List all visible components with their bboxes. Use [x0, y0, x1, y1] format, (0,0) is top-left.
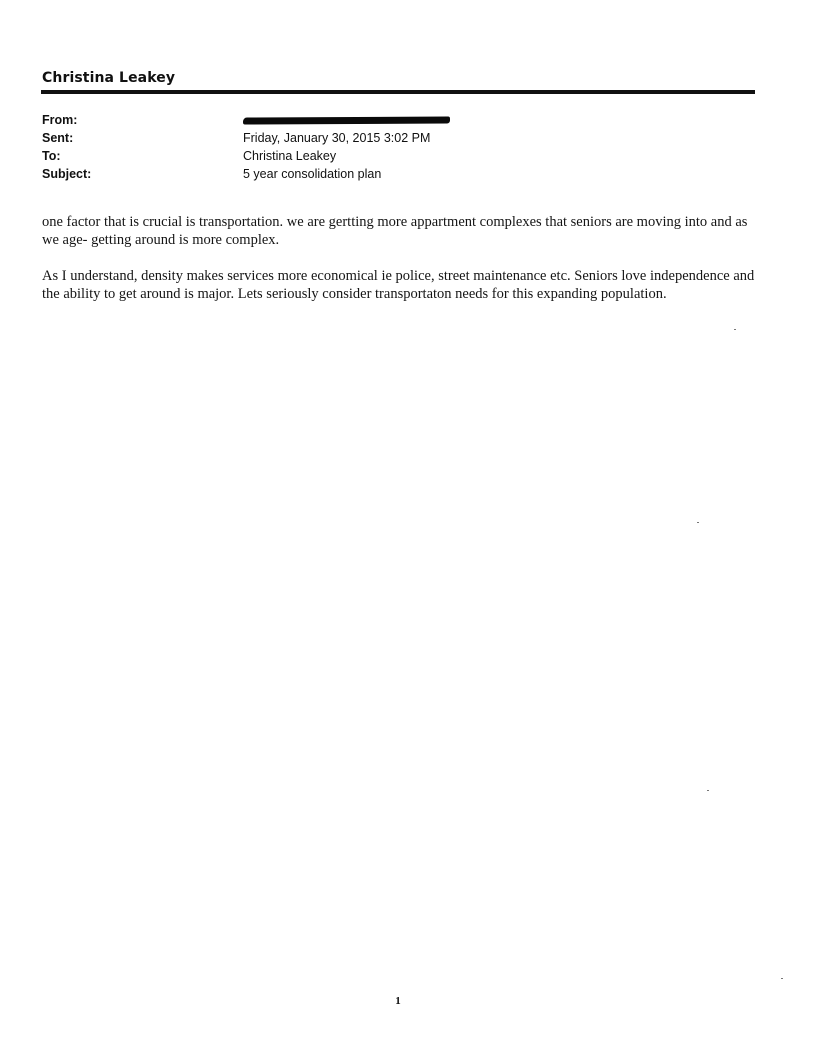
sent-label: Sent: [42, 131, 74, 145]
email-body [42, 213, 762, 321]
sent-value: Friday, January 30, 2015 3:02 PM [243, 131, 431, 145]
sent-row [42, 129, 742, 147]
subject-value: 5 year consolidation plan [243, 167, 382, 181]
body-paragraph: one factor that is crucial is transportation. we are gertting more appartment complexes that seniors are moving into and as we age- getting around is more complex. [42, 214, 748, 248]
body-paragraph: As I understand, density makes services more economical ie police, street maintenance etc. Seniors love independence and the ability to get around is major. Lets seriously consider transportaton needs for this expanding population. [42, 268, 755, 302]
to-row [42, 147, 742, 165]
scan-speck [707, 790, 709, 791]
header-divider [41, 90, 755, 94]
scan-speck [734, 329, 736, 330]
to-label: To: [42, 149, 61, 163]
from-value [243, 111, 742, 129]
mailbox-owner-name: Christina Leakey [42, 70, 176, 86]
scan-speck [781, 978, 783, 979]
page-number: 1 [395, 995, 401, 1007]
from-row [42, 111, 742, 129]
from-label: From: [42, 113, 78, 127]
subject-row [42, 165, 742, 183]
subject-label: Subject: [42, 167, 92, 181]
redacted-sender-address [243, 116, 450, 124]
email-header-fields [42, 111, 742, 183]
to-value: Christina Leakey [243, 149, 337, 163]
scan-speck [697, 522, 699, 523]
